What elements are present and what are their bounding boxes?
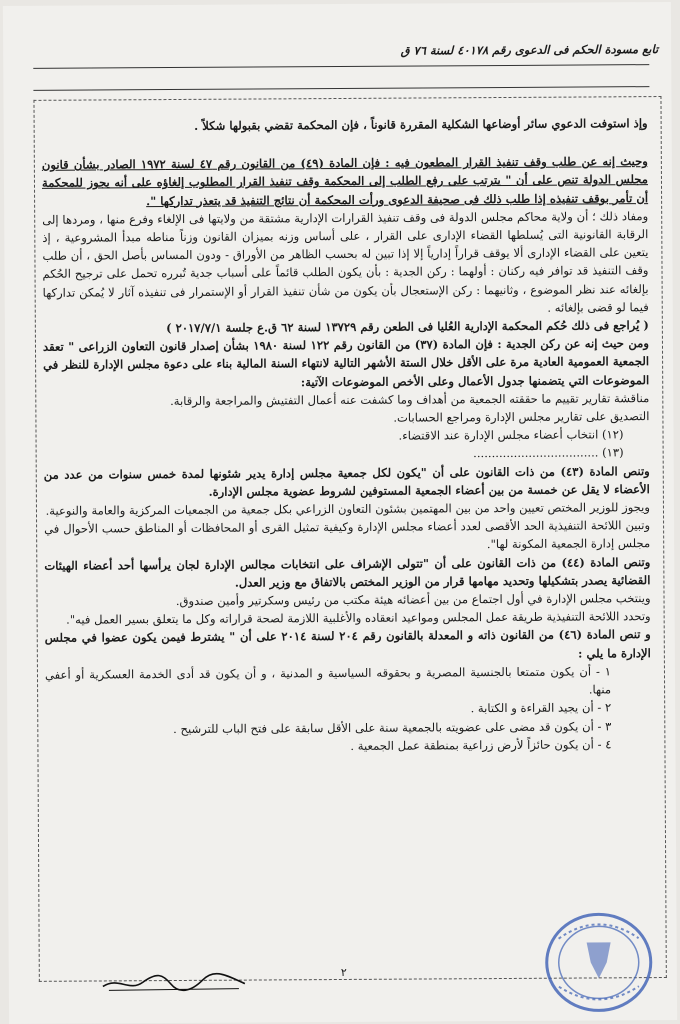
document-page: [3, 2, 677, 1024]
header-rule-top: [33, 64, 649, 69]
list-item: مناقشة تقارير تقييم ما حققته الجمعية من أهداف وما كشفت عنه أعمال التفتيش والمراجعة والرقابة.: [170, 390, 650, 408]
paragraph-article-43: وتنص المادة (٤٣) من ذات القانون على أن "يكون لكل جمعية مجلس إدارة يدير شئونها لمدة خمس سنوات من عدد من الأعضاء لا يقل عن خمسة من بين أعضاء الجمعية المستوفين لشروط عضوية مجلس الإدارة.: [43, 463, 650, 499]
list-item: ١ - أن يكون متمتعا بالجنسية المصرية و بحقوقه السياسية و المدنية ، و أن يكون قد أدى الخدمة العسكرية أو أعفي منها.: [44, 664, 612, 697]
paragraph-article-43-c: وتبين اللائحة التنفيذية الحد الأقصى لعدد أعضاء مجلس الإدارة وكيفية تمثيل القرى أو المحافظات أو المناطق حسب الأحوال في مجلس إدارة الجمعية المكونة لها".: [44, 518, 651, 552]
paragraph-seriousness: ومن حيث إنه عن ركن الجدية : فإن المادة (٣٧) من القانون رقم ١٢٢ لسنة ١٩٨٠ بشأن إصدار قانون التعاون الزراعى " تعقد الجمعية العمومية العادية مرة على الأقل خلال الستة الأشهر التالية لانتهاء السنة المالية بناء على دعوة مجلس الإدارة للنظر في الموضوعات التي يتضمنها جدول الأعمال وعلى الأخص الموضوعات الآتية:: [42, 336, 650, 389]
paragraph-article-43-b: ويجوز للوزير المختص تعيين واحد من بين المهتمين بشئون التعاون الزراعي بكل جمعية من الجمعيات المركزية والعامة والنوعية.: [45, 500, 651, 518]
list-item: (١٣) ..................................: [473, 445, 624, 461]
paragraph-article-44-c: وتحدد اللائحة التنفيذية طريقة عمل المجلس ومواعيد انعقاده والأغلبية اللازمة لصحة قراراته وكل ما يتعلق بسير العمل فيه".: [66, 609, 651, 627]
paragraph-suspension-request: وحيث إنه عن طلب وقف تنفيذ القرار المطعون فيه : فإن المادة (٤٩) من القانون رقم ٤٧ لسنة ١٩٧٢ الصادر بشأن قانون مجلس الدولة تنص على أن " يترتب على رفع الطلب إلى المحكمة وقف تنفيذ القرار المطلوب إلغاؤه على أنه يجوز للمحكمة أن تأمر بوقف تنفيذه إذا طلب ذلك فى صحيفة الدعوى ورأت المحكمة أن نتائج التنفيذ قد يتعذر تداركها ".: [41, 154, 649, 208]
official-stamp-icon: [536, 902, 657, 1015]
paragraph-meaning: ومفاد ذلك ؛ أن ولاية محاكم مجلس الدولة فى وقف تنفيذ القرارات الإدارية مشتقة من ولايتها فى الإلغاء وفرع منها ، ومردها إلى الرقابة القانونية التى يُسلطها القضاء الإدارى على القرار ، على أساس وزنه بميزان القانون وزناً مناطه مبدأ المشروعية ، إذ يتعين على القضاء الإدارى ألا يوقف قراراً إدارياً إلا إذا تبين له بحسب الظاهر من الأوراق - ودون المساس بأصل الحق ، أن طلب وقف التنفيذ قد توافر فيه ركنان : أولهما : ركن الجدية : بأن يكون الطلب قائماً على أسباب جدية تُبرره تحمل على ترجيح الحُكم بإلغائه عند نظر الموضوع ، وثانيهما : ركن الإستعجال بأن يكون من شأن تنفيذ القرار أو الإستمرار فى تنفيذه آثار لا يُمكن تداركها فيما لو قضى بإلغائه .: [42, 208, 649, 315]
signature-icon: [99, 970, 249, 995]
list-item: ٢ - أن يجيد القراءة و الكتابة .: [470, 700, 612, 716]
paragraph-article-46: و تنص المادة (٤٦) من القانون ذاته و المعدلة بالقانون رقم ٢٠٤ لسنة ٢٠١٤ على أن " يشترط فيمن يكون عضوا في مجلس الإدارة ما يلي :: [44, 627, 651, 661]
list-item: ٤ - أن يكون حائزاً لأرض زراعية بمنطقة عمل الجمعية .: [350, 737, 612, 753]
document-body: [41, 94, 651, 757]
list-item: (١٢) انتخاب أعضاء مجلس الإدارة عند الاقتضاء.: [398, 427, 624, 443]
header-rule-bottom: [33, 86, 649, 91]
paragraph-reference: ( يُراجع فى ذلك حُكم المحكمة الإدارية العُليا فى الطعن رقم ١٣٧٢٩ لسنة ٦٢ ق.ع جلسة ٢٠١٧/٧/١ ): [166, 318, 649, 336]
paragraph-article-44-b: وينتخب مجلس الإدارة في أول اجتماع من بين أعضائه هيئة مكتب من رئيس وسكرتير وأمين صندوق.: [175, 591, 651, 609]
list-item: ٣ - أن يكون قد مضى على عضويته بالجمعية سنة على الأقل سابقة على فتح الباب للترشيح .: [173, 718, 612, 736]
paragraph-admissibility: وإذ استوفت الدعوي سائر أوضاعها الشكلية المقررة قانوناً ، فإن المحكمة تقضي بقبولها شكلاً .: [194, 116, 648, 133]
page-number: ٢: [340, 965, 347, 980]
running-title: تابع مسودة الحكم فى الدعوى رقم ٤٠١٧٨ لسنة ٧٦ ق: [400, 42, 659, 58]
paragraph-article-44: وتنص المادة (٤٤) من ذات القانون على أن "تتولى الإشراف على انتخابات مجالس الإدارة لجان يرأسها أحد أعضاء الهيئات القضائية يصدر بتشكيلها وتحديد مهامها قرار من الوزير المختص بالاتفاق مع وزير العدل.: [44, 554, 651, 590]
list-item: التصديق على تقارير مجلس الإدارة ومراجع الحسابات.: [393, 409, 650, 425]
